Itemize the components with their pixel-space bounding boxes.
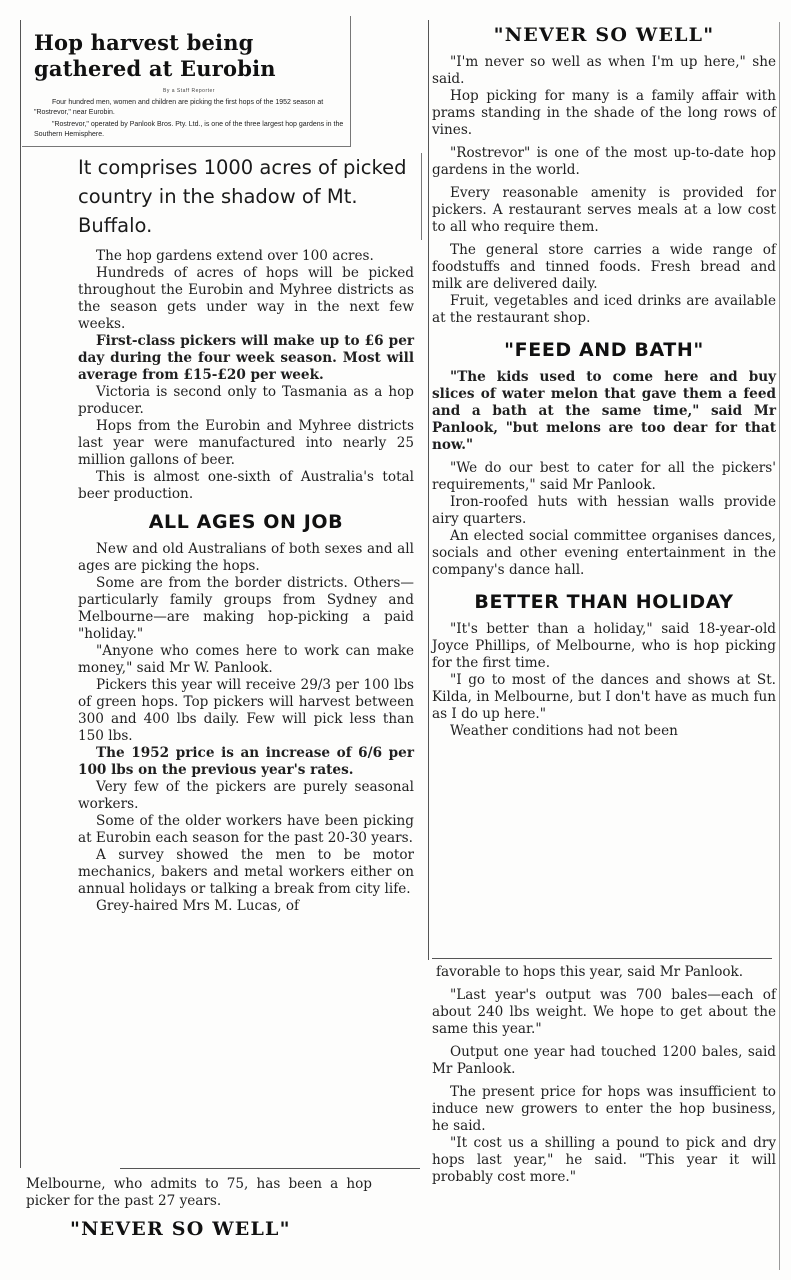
left-para: Some of the older workers have been picking at Eurobin each season for the past 20-30 years. (78, 813, 414, 846)
intro-paragraph-2: "Rostrevor," operated by Panlook Bros. Pty. Ltd., is one of the three largest hop gardens in the Southern Hemisphere. (34, 121, 344, 138)
subhead-all-ages: ALL AGES ON JOB (148, 511, 344, 533)
deck: It comprises 1000 acres of picked country in the shadow of Mt. Buffalo. (78, 153, 422, 240)
left-para: Hops from the Eurobin and Myhree districts last year were manufactured into nearly 25 million gallons of beer. (78, 418, 414, 468)
headline-line-2: gathered at Eurobin (34, 56, 276, 81)
right-continuation (432, 964, 776, 1186)
right-para: An elected social committee organises dances, socials and other evening entertainment in the company's dance hall. (432, 528, 776, 578)
left-para: Very few of the pickers are purely seasonal workers. (78, 779, 414, 812)
right-para: "I go to most of the dances and shows at St. Kilda, in Melbourne, but I don't have as much fun as I do up here." (432, 672, 776, 722)
right-cont-para: The present price for hops was insufficient to induce new growers to enter the hop business, he said. (432, 1084, 776, 1134)
left-para: Hundreds of acres of hops will be picked throughout the Eurobin and Myhree districts as the season gets under way in the next few weeks. (78, 265, 414, 332)
left-continuation (22, 1176, 422, 1242)
left-para: "Anyone who comes here to work can make money," said Mr W. Panlook. (78, 643, 414, 676)
right-column (432, 22, 776, 740)
left-column-rule (20, 20, 21, 1168)
headline (34, 30, 344, 82)
left-body (78, 248, 414, 915)
left-para: This is almost one-sixth of Australia's total beer production. (78, 469, 414, 502)
left-para: Grey-haired Mrs M. Lucas, of (96, 898, 300, 914)
left-para: Some are from the border districts. Others—particularly family groups from Sydney and Melbourne—are making hop-picking a paid "holiday." (78, 575, 414, 642)
center-column-rule (428, 20, 429, 960)
right-para: Iron-roofed huts with hessian walls provide airy quarters. (432, 494, 776, 527)
left-bold-para: First-class pickers will make up to £6 per day during the four week season. Most will average from £15-£20 per week. (78, 333, 414, 383)
subhead-feed-and-bath: "FEED AND BATH" (504, 339, 704, 361)
headline-box (22, 16, 351, 147)
right-cont-para: Output one year had touched 1200 bales, said Mr Panlook. (432, 1044, 776, 1077)
right-para: "I'm never so well as when I'm up here," she said. (432, 54, 776, 87)
byline: By a Staff Reporter (163, 88, 215, 94)
right-cont-para: "It cost us a shilling a pound to pick and dry hops last year," he said. "This year it will probably cost more." (432, 1135, 776, 1185)
right-column-rule (779, 22, 780, 1270)
headline-line-1: Hop harvest being (34, 30, 254, 55)
right-cont-para: favorable to hops this year, said Mr Panlook. (436, 964, 744, 980)
left-column (22, 16, 422, 915)
left-para: The hop gardens extend over 100 acres. (96, 248, 374, 264)
right-para: "We do our best to cater for all the pickers' requirements," said Mr Panlook. (432, 460, 776, 493)
subhead-never-so-well: "NEVER SO WELL" (493, 24, 715, 46)
right-para: The general store carries a wide range of foodstuffs and tinned foods. Fresh bread and milk are delivered daily. (432, 242, 776, 292)
intro-paragraph-1: Four hundred men, women and children are picking the first hops of the 1952 season at "Rostrevor," near Eurobin. (34, 99, 324, 116)
left-bottom-rule (120, 1168, 420, 1169)
right-para: Fruit, vegetables and iced drinks are available at the restaurant shop. (432, 293, 776, 326)
right-para: "Rostrevor" is one of the most up-to-date hop gardens in the world. (432, 145, 776, 178)
left-bold-para: The 1952 price is an increase of 6/6 per 100 lbs on the previous year's rates. (78, 745, 414, 778)
left-para: A survey showed the men to be motor mechanics, bakers and metal workers either on annual holidays or talking a break from city life. (78, 847, 414, 897)
left-cont-para: Melbourne, who admits to 75, has been a hop picker for the past 27 years. (26, 1176, 372, 1209)
right-cont-para: "Last year's output was 700 bales—each of about 240 lbs weight. We hope to get about the same this year." (432, 987, 776, 1037)
right-para: Every reasonable amenity is provided for pickers. A restaurant serves meals at a low cost to all who require them. (432, 185, 776, 235)
subhead-never-so-well-cont: "NEVER SO WELL" (70, 1218, 291, 1240)
left-para: Victoria is second only to Tasmania as a hop producer. (78, 384, 414, 417)
right-para: Hop picking for many is a family affair with prams standing in the shade of the long rows of vines. (432, 88, 776, 138)
right-para: Weather conditions had not been (450, 723, 678, 739)
right-split-rule (432, 958, 772, 959)
left-para: Pickers this year will receive 29/3 per 100 lbs of green hops. Top pickers will harvest between 300 and 400 lbs daily. Few will pick less than 150 lbs. (78, 677, 414, 744)
right-bold-para: "The kids used to come here and buy slices of water melon that gave them a feed and a bath at the same time," said Mr Panlook, "but melons are too dear for that now." (432, 369, 776, 453)
subhead-better-than-holiday: BETTER THAN HOLIDAY (474, 591, 734, 613)
right-para: "It's better than a holiday," said 18-year-old Joyce Phillips, of Melbourne, who is hop picking for the first time. (432, 621, 776, 671)
left-para: New and old Australians of both sexes and all ages are picking the hops. (78, 541, 414, 574)
